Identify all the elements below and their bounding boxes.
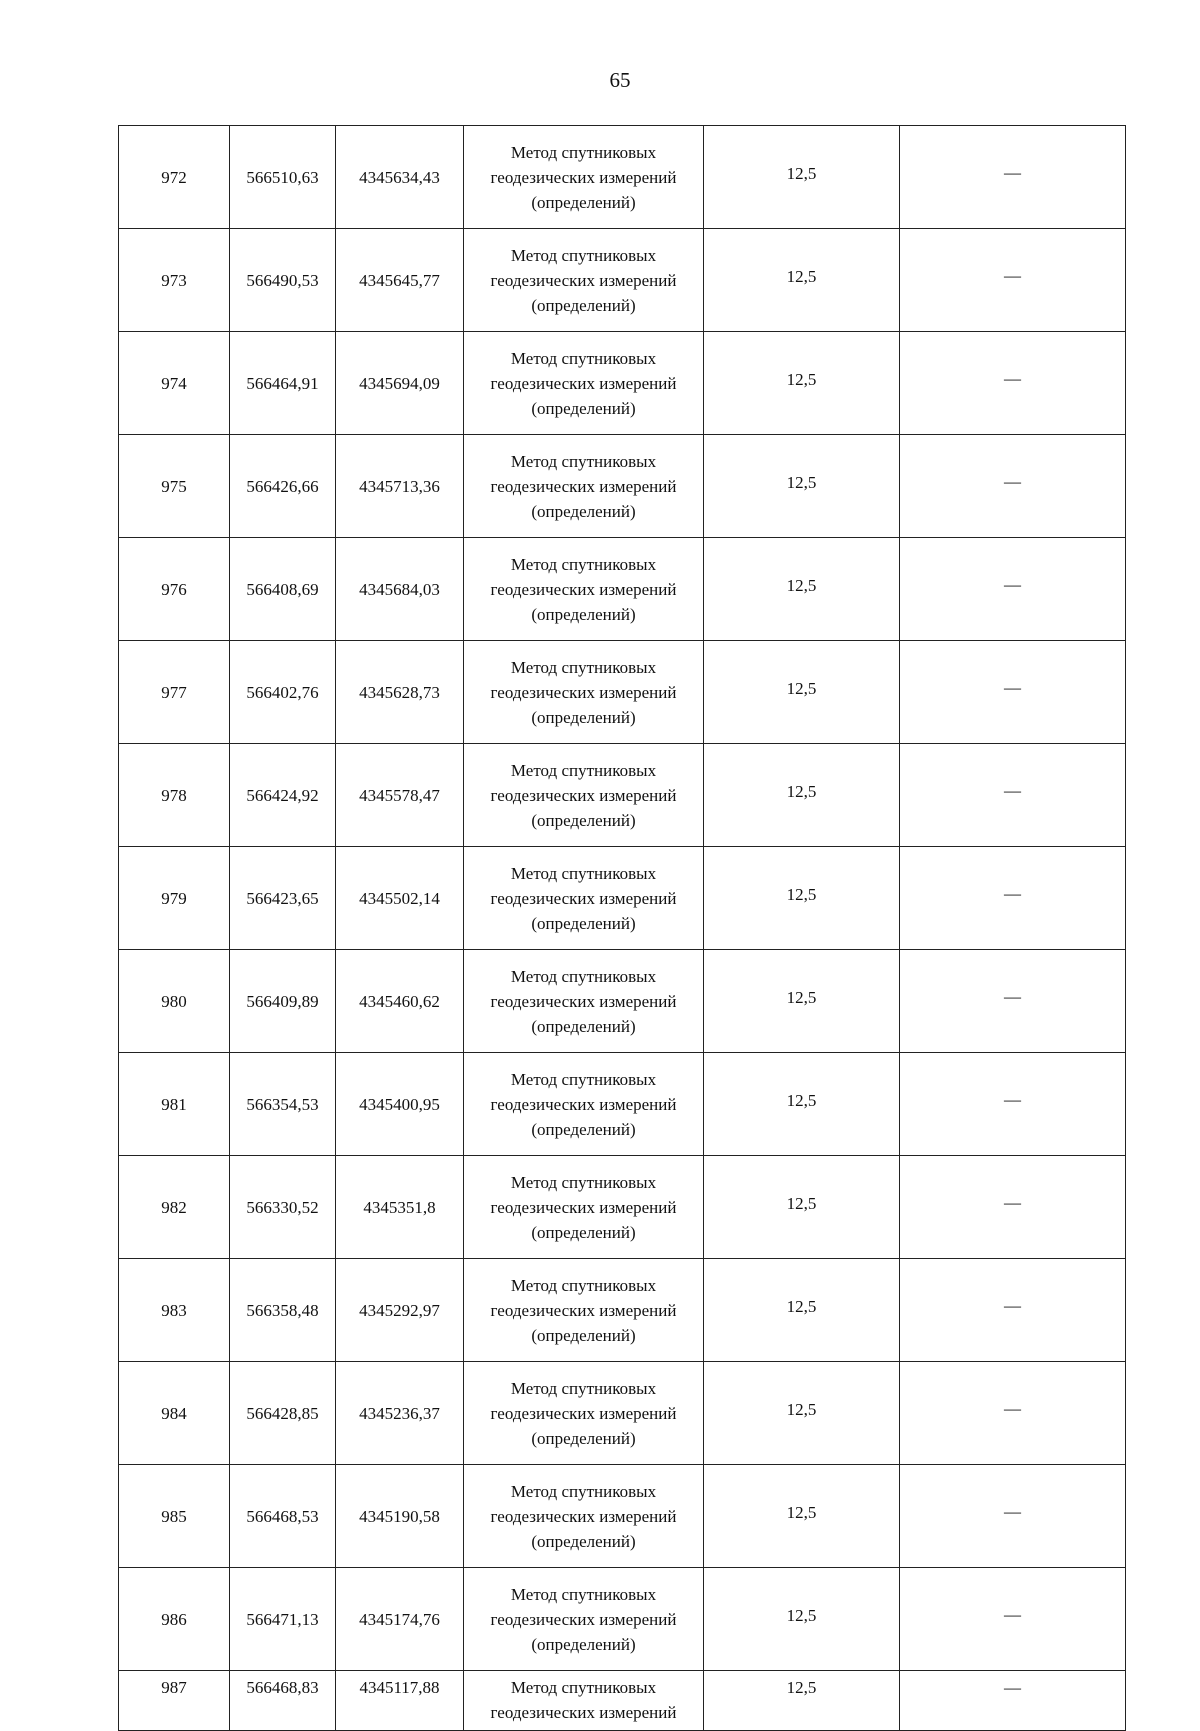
method-line: Метод спутниковых bbox=[510, 1678, 657, 1697]
x-coordinate-cell: 566358,48 bbox=[230, 1259, 336, 1362]
y-coordinate-cell: 4345628,73 bbox=[336, 641, 464, 744]
y-coordinate-cell: 4345292,97 bbox=[336, 1259, 464, 1362]
method-line: геодезических измерений bbox=[490, 476, 677, 496]
note-cell: — bbox=[900, 744, 1126, 847]
method-line: (определений) bbox=[531, 1016, 636, 1036]
precision-cell: 12,5 bbox=[704, 1259, 900, 1362]
note-cell: — bbox=[900, 1465, 1126, 1568]
method-line: Метод спутниковых bbox=[510, 554, 657, 574]
precision-cell: 12,5 bbox=[704, 126, 900, 229]
x-coordinate-cell: 566402,76 bbox=[230, 641, 336, 744]
table-body bbox=[119, 126, 1126, 1731]
method-cell bbox=[464, 641, 704, 744]
point-number-cell: 985 bbox=[119, 1465, 230, 1568]
precision-cell: 12,5 bbox=[704, 950, 900, 1053]
method-line: (определений) bbox=[531, 1119, 636, 1139]
x-coordinate-cell: 566471,13 bbox=[230, 1568, 336, 1671]
x-coordinate-cell: 566428,85 bbox=[230, 1362, 336, 1465]
method-line: геодезических измерений bbox=[490, 991, 677, 1011]
method-line: геодезических измерений bbox=[490, 1094, 677, 1114]
method-line: Метод спутниковых bbox=[510, 1275, 657, 1295]
note-cell: — bbox=[900, 1568, 1126, 1671]
method-cell bbox=[464, 1156, 704, 1259]
method-line: (определений) bbox=[531, 1634, 636, 1654]
y-coordinate-cell: 4345351,8 bbox=[336, 1156, 464, 1259]
method-cell bbox=[464, 847, 704, 950]
table-row bbox=[119, 435, 1126, 538]
note-cell: — bbox=[900, 1053, 1126, 1156]
method-line: Метод спутниковых bbox=[510, 348, 657, 368]
point-number-cell: 977 bbox=[119, 641, 230, 744]
x-coordinate-cell: 566464,91 bbox=[230, 332, 336, 435]
precision-cell: 12,5 bbox=[704, 538, 900, 641]
method-line: геодезических измерений bbox=[490, 888, 677, 908]
method-cell bbox=[464, 538, 704, 641]
method-line: (определений) bbox=[531, 913, 636, 933]
table-row bbox=[119, 1053, 1126, 1156]
x-coordinate-cell: 566330,52 bbox=[230, 1156, 336, 1259]
method-line: (определений) bbox=[531, 501, 636, 521]
y-coordinate-cell: 4345117,88 bbox=[336, 1671, 464, 1731]
method-line: (определений) bbox=[531, 707, 636, 727]
point-number-cell: 974 bbox=[119, 332, 230, 435]
method-line: (определений) bbox=[531, 1428, 636, 1448]
x-coordinate-cell: 566468,83 bbox=[230, 1671, 336, 1731]
method-line: (определений) bbox=[531, 604, 636, 624]
method-line: Метод спутниковых bbox=[510, 245, 657, 265]
x-coordinate-cell: 566423,65 bbox=[230, 847, 336, 950]
point-number-cell: 987 bbox=[119, 1671, 230, 1731]
x-coordinate-cell: 566409,89 bbox=[230, 950, 336, 1053]
precision-cell: 12,5 bbox=[704, 1053, 900, 1156]
table-row bbox=[119, 950, 1126, 1053]
method-cell bbox=[464, 1362, 704, 1465]
method-line: (определений) bbox=[531, 192, 636, 212]
y-coordinate-cell: 4345694,09 bbox=[336, 332, 464, 435]
method-line: (определений) bbox=[531, 295, 636, 315]
method-line: Метод спутниковых bbox=[510, 966, 657, 986]
method-line: геодезических измерений bbox=[490, 1197, 677, 1217]
table-row bbox=[119, 538, 1126, 641]
note-cell: — bbox=[900, 641, 1126, 744]
precision-cell: 12,5 bbox=[704, 229, 900, 332]
point-number-cell: 986 bbox=[119, 1568, 230, 1671]
x-coordinate-cell: 566468,53 bbox=[230, 1465, 336, 1568]
method-cell bbox=[464, 229, 704, 332]
method-cell bbox=[464, 126, 704, 229]
page-number: 65 bbox=[609, 68, 631, 92]
method-line: геодезических измерений bbox=[490, 1300, 677, 1320]
precision-cell: 12,5 bbox=[704, 332, 900, 435]
point-number-cell: 972 bbox=[119, 126, 230, 229]
y-coordinate-cell: 4345502,14 bbox=[336, 847, 464, 950]
table-row bbox=[119, 1671, 1126, 1731]
y-coordinate-cell: 4345190,58 bbox=[336, 1465, 464, 1568]
precision-cell: 12,5 bbox=[704, 641, 900, 744]
precision-cell: 12,5 bbox=[704, 1671, 900, 1731]
x-coordinate-cell: 566408,69 bbox=[230, 538, 336, 641]
table-row bbox=[119, 332, 1126, 435]
point-number-cell: 978 bbox=[119, 744, 230, 847]
note-cell: — bbox=[900, 229, 1126, 332]
x-coordinate-cell: 566510,63 bbox=[230, 126, 336, 229]
method-line: Метод спутниковых bbox=[510, 1584, 657, 1604]
point-number-cell: 979 bbox=[119, 847, 230, 950]
x-coordinate-cell: 566426,66 bbox=[230, 435, 336, 538]
method-line: Метод спутниковых bbox=[510, 1378, 657, 1398]
method-line: геодезических измерений bbox=[490, 270, 677, 290]
table-row bbox=[119, 229, 1126, 332]
y-coordinate-cell: 4345174,76 bbox=[336, 1568, 464, 1671]
precision-cell: 12,5 bbox=[704, 435, 900, 538]
note-cell: — bbox=[900, 126, 1126, 229]
table-row bbox=[119, 641, 1126, 744]
point-number-cell: 982 bbox=[119, 1156, 230, 1259]
y-coordinate-cell: 4345236,37 bbox=[336, 1362, 464, 1465]
method-line: Метод спутниковых bbox=[510, 451, 657, 471]
method-line: Метод спутниковых bbox=[510, 1172, 657, 1192]
precision-cell: 12,5 bbox=[704, 1568, 900, 1671]
y-coordinate-cell: 4345684,03 bbox=[336, 538, 464, 641]
method-line: Метод спутниковых bbox=[510, 1069, 657, 1089]
method-line: Метод спутниковых bbox=[510, 1481, 657, 1501]
method-line: (определений) bbox=[531, 810, 636, 830]
method-line: (определений) bbox=[531, 398, 636, 418]
precision-cell: 12,5 bbox=[704, 1465, 900, 1568]
table-row bbox=[119, 126, 1126, 229]
method-cell bbox=[464, 332, 704, 435]
point-number-cell: 981 bbox=[119, 1053, 230, 1156]
method-line: геодезических измерений bbox=[490, 1506, 677, 1526]
note-cell: — bbox=[900, 1259, 1126, 1362]
method-line: (определений) bbox=[531, 1531, 636, 1551]
note-cell: — bbox=[900, 435, 1126, 538]
note-cell: — bbox=[900, 1362, 1126, 1465]
x-coordinate-cell: 566490,53 bbox=[230, 229, 336, 332]
method-line: Метод спутниковых bbox=[510, 760, 657, 780]
precision-cell: 12,5 bbox=[704, 1362, 900, 1465]
note-cell: — bbox=[900, 950, 1126, 1053]
table-row bbox=[119, 847, 1126, 950]
method-line: геодезических измерений bbox=[490, 167, 677, 187]
table-row bbox=[119, 1156, 1126, 1259]
y-coordinate-cell: 4345400,95 bbox=[336, 1053, 464, 1156]
method-cell bbox=[464, 1053, 704, 1156]
method-line: геодезических измерений bbox=[490, 1609, 677, 1629]
table-row bbox=[119, 1568, 1126, 1671]
coordinates-table bbox=[118, 125, 1126, 1731]
method-cell bbox=[464, 1568, 704, 1671]
y-coordinate-cell: 4345713,36 bbox=[336, 435, 464, 538]
method-line: геодезических измерений bbox=[490, 785, 677, 805]
point-number-cell: 980 bbox=[119, 950, 230, 1053]
method-line: геодезических измерений bbox=[490, 1403, 677, 1423]
y-coordinate-cell: 4345645,77 bbox=[336, 229, 464, 332]
note-cell: — bbox=[900, 538, 1126, 641]
method-line: Метод спутниковых bbox=[510, 142, 657, 162]
note-cell: — bbox=[900, 1671, 1126, 1731]
method-line: геодезических измерений bbox=[490, 579, 677, 599]
point-number-cell: 976 bbox=[119, 538, 230, 641]
note-cell: — bbox=[900, 332, 1126, 435]
method-line: (определений) bbox=[531, 1325, 636, 1345]
method-cell bbox=[464, 435, 704, 538]
method-line: Метод спутниковых bbox=[510, 863, 657, 883]
note-cell: — bbox=[900, 847, 1126, 950]
table-row bbox=[119, 744, 1126, 847]
x-coordinate-cell: 566354,53 bbox=[230, 1053, 336, 1156]
method-cell bbox=[464, 1259, 704, 1362]
method-line: геодезических измерений bbox=[490, 682, 677, 702]
table-row bbox=[119, 1465, 1126, 1568]
x-coordinate-cell: 566424,92 bbox=[230, 744, 336, 847]
precision-cell: 12,5 bbox=[704, 847, 900, 950]
precision-cell: 12,5 bbox=[704, 1156, 900, 1259]
method-cell bbox=[464, 744, 704, 847]
y-coordinate-cell: 4345460,62 bbox=[336, 950, 464, 1053]
point-number-cell: 984 bbox=[119, 1362, 230, 1465]
method-line: геодезических измерений bbox=[490, 373, 677, 393]
point-number-cell: 983 bbox=[119, 1259, 230, 1362]
point-number-cell: 975 bbox=[119, 435, 230, 538]
method-cell bbox=[464, 950, 704, 1053]
precision-cell: 12,5 bbox=[704, 744, 900, 847]
method-cell bbox=[464, 1465, 704, 1568]
table-row bbox=[119, 1362, 1126, 1465]
method-line: (определений) bbox=[531, 1222, 636, 1242]
method-cell bbox=[464, 1671, 704, 1731]
table-row bbox=[119, 1259, 1126, 1362]
y-coordinate-cell: 4345578,47 bbox=[336, 744, 464, 847]
point-number-cell: 973 bbox=[119, 229, 230, 332]
note-cell: — bbox=[900, 1156, 1126, 1259]
method-line: Метод спутниковых bbox=[510, 657, 657, 677]
y-coordinate-cell: 4345634,43 bbox=[336, 126, 464, 229]
method-line: геодезических измерений bbox=[490, 1703, 677, 1722]
